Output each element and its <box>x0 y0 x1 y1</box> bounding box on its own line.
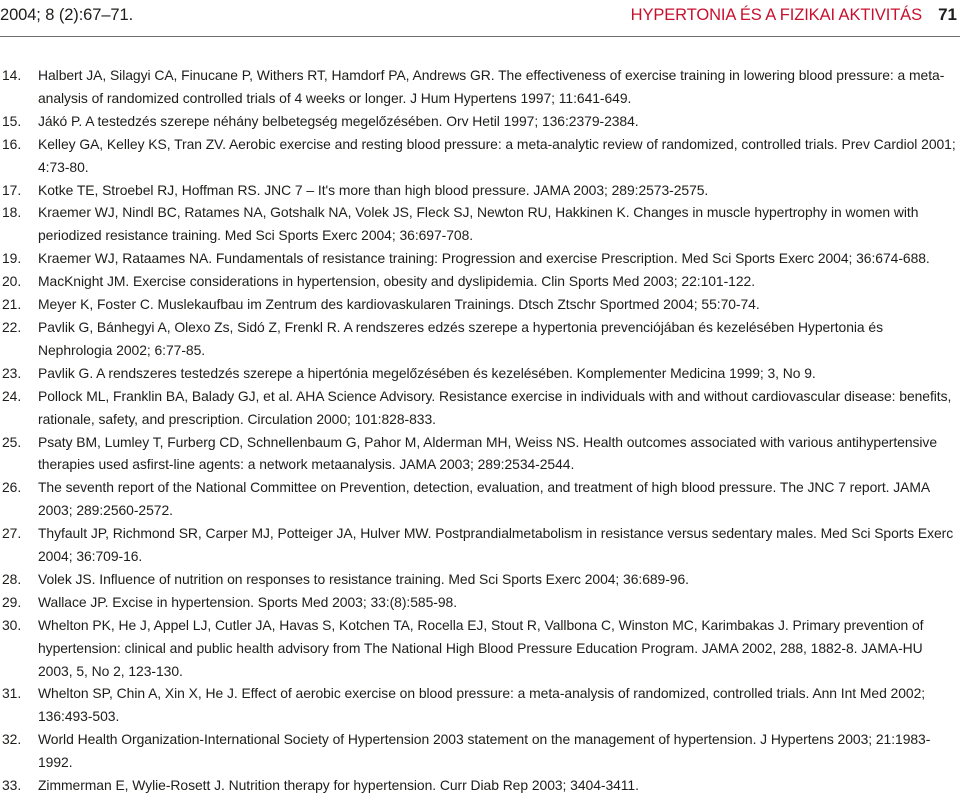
reference-number: 21. <box>2 296 22 313</box>
reference-text: Wallace JP. Excise in hypertension. Sports Med 2003; 33:(8):585-98. <box>38 593 457 610</box>
reference-item <box>0 568 960 591</box>
reference-text: World Health Organization-International Society of Hypertension 2003 statement on the management of hypertension. J Hypertens 2003; 21:1983-1992. <box>38 731 931 771</box>
journal-citation: 2004; 8 (2):67–71. <box>0 6 134 24</box>
reference-text: Whelton SP, Chin A, Xin X, He J. Effect of aerobic exercise on blood pressure: a meta-analysis of randomized, controlled trials. Ann Int Med 2002; 136:493-503. <box>38 685 926 725</box>
reference-item <box>0 201 960 247</box>
reference-text: Kraemer WJ, Rataames NA. Fundamentals of resistance training: Progression and exercise Prescription. Med Sci Sports Exerc 2004; 36:674-688. <box>38 250 930 267</box>
reference-number: 22. <box>2 318 22 335</box>
reference-text: MacKnight JM. Exercise considerations in hypertension, obesity and dyslipidemia. Clin Sports Med 2003; 22:101-122. <box>38 273 756 290</box>
reference-number: 27. <box>2 525 22 542</box>
reference-item <box>0 728 960 774</box>
page-number: 71 <box>938 5 957 24</box>
reference-number: 20. <box>2 273 22 290</box>
reference-number: 30. <box>2 616 22 633</box>
reference-text: Meyer K, Foster C. Muslekaufbau im Zentrum des kardiovaskularen Trainings. Dtsch Ztschr Sportmed 2004; 55:70-74. <box>38 296 760 313</box>
reference-number: 19. <box>2 250 22 267</box>
reference-number: 14. <box>2 67 22 83</box>
reference-number: 29. <box>2 593 22 610</box>
reference-text: Pavlik G, Bánhegyi A, Olexo Zs, Sidó Z, Frenkl R. A rendszeres edzés szerepe a hypertonia prevenciójában és kezelésében Hypertonia és Nephrologia 2002; 6:77-85. <box>38 318 883 358</box>
reference-number: 15. <box>2 112 22 129</box>
reference-item <box>0 64 960 110</box>
reference-item <box>0 476 960 522</box>
reference-number: 18. <box>2 204 22 221</box>
reference-text: Halbert JA, Silagyi CA, Finucane P, Withers RT, Hamdorf PA, Andrews GR. The effectiveness of exercise training in lowering blood pressure: a meta-analysis of randomized controlled trials of 4 weeks or longer. J Hum Hypertens 1997; 11:641-649. <box>38 67 945 106</box>
reference-item <box>0 385 960 431</box>
reference-number: 24. <box>2 387 22 404</box>
reference-number: 23. <box>2 364 22 381</box>
reference-number: 17. <box>2 181 22 198</box>
reference-text: Volek JS. Influence of nutrition on responses to resistance training. Med Sci Sports Exerc 2004; 36:689-96. <box>38 570 689 587</box>
page-header <box>0 0 960 36</box>
reference-text: Zimmerman E, Wylie-Rosett J. Nutrition therapy for hypertension. Curr Diab Rep 2003; 3404-3411. <box>38 777 639 794</box>
reference-text: Psaty BM, Lumley T, Furberg CD, Schnellenbaum G, Pahor M, Alderman MH, Weiss NS. Health outcomes associated with various antihypertensive therapies used asfirst-line agents: a network metaanalysis. JAMA 2003; 289:2534-2544. <box>38 433 937 473</box>
reference-number: 33. <box>2 777 22 794</box>
reference-item <box>0 293 960 316</box>
reference-item <box>0 591 960 614</box>
reference-item <box>0 110 960 133</box>
reference-text: Kelley GA, Kelley KS, Tran ZV. Aerobic exercise and resting blood pressure: a meta-analytic review of randomized, controlled trials. Prev Cardiol 2001; 4:73-80. <box>38 135 956 175</box>
reference-text: The seventh report of the National Committee on Prevention, detection, evaluation, and treatment of high blood pressure. The JNC 7 report. JAMA 2003; 289:2560-2572. <box>38 479 930 519</box>
reference-number: 26. <box>2 479 22 496</box>
reference-number: 32. <box>2 731 22 748</box>
reference-item <box>0 247 960 270</box>
reference-number: 16. <box>2 135 22 152</box>
reference-text: Pollock ML, Franklin BA, Balady GJ, et al. AHA Science Advisory. Resistance exercise in individuals with and without cardiovascular disease: benefits, rationale, safety, and prescription. Circulation 2000; 101:828-833. <box>38 387 952 427</box>
reference-item <box>0 270 960 293</box>
reference-text: Kotke TE, Stroebel RJ, Hoffman RS. JNC 7 – It's more than high blood pressure. JAMA 2003; 289:2573-2575. <box>38 181 709 198</box>
reference-text: Kraemer WJ, Nindl BC, Ratames NA, Gotshalk NA, Volek JS, Fleck SJ, Newton RU, Hakkinen K. Changes in muscle hypertrophy in women with periodized resistance training. Med Sci Sports Exerc 2004; 36:697-708. <box>38 204 919 244</box>
running-title: HYPERTONIA ÉS A FIZIKAI AKTIVITÁS <box>630 6 922 24</box>
reference-item <box>0 614 960 683</box>
reference-text: Pavlik G. A rendszeres testedzés szerepe a hipertónia megelőzésében és kezelésében. Komplementer Medicina 1999; 3, No 9. <box>38 364 816 381</box>
reference-list <box>0 64 960 797</box>
reference-number: 28. <box>2 570 22 587</box>
reference-item <box>0 774 960 797</box>
reference-item <box>0 682 960 728</box>
reference-item <box>0 431 960 477</box>
reference-number: 25. <box>2 433 22 450</box>
reference-number: 31. <box>2 685 22 702</box>
reference-item <box>0 522 960 568</box>
reference-text: Thyfault JP, Richmond SR, Carper MJ, Potteiger JA, Hulver MW. Postprandialmetabolism in resistance versus sedentary males. Med Sci Sports Exerc 2004; 36:709-16. <box>38 525 954 565</box>
reference-item <box>0 133 960 179</box>
reference-text: Jákó P. A testedzés szerepe néhány belbetegség megelőzésében. Orv Hetil 1997; 136:2379-2384. <box>38 112 639 129</box>
reference-item <box>0 316 960 362</box>
header-rule <box>0 36 960 37</box>
reference-item <box>0 362 960 385</box>
reference-item <box>0 179 960 202</box>
reference-text: Whelton PK, He J, Appel LJ, Cutler JA, Havas S, Kotchen TA, Rocella EJ, Stout R, Vallbona C, Winston MC, Karimbakas J. Primary prevention of hypertension: clinical and public health advisory from The National High Blood Pressure Education Program. JAMA 2002, 288, 1882-8. JAMA-HU 2003, 5, No 2, 123-130. <box>38 616 924 679</box>
